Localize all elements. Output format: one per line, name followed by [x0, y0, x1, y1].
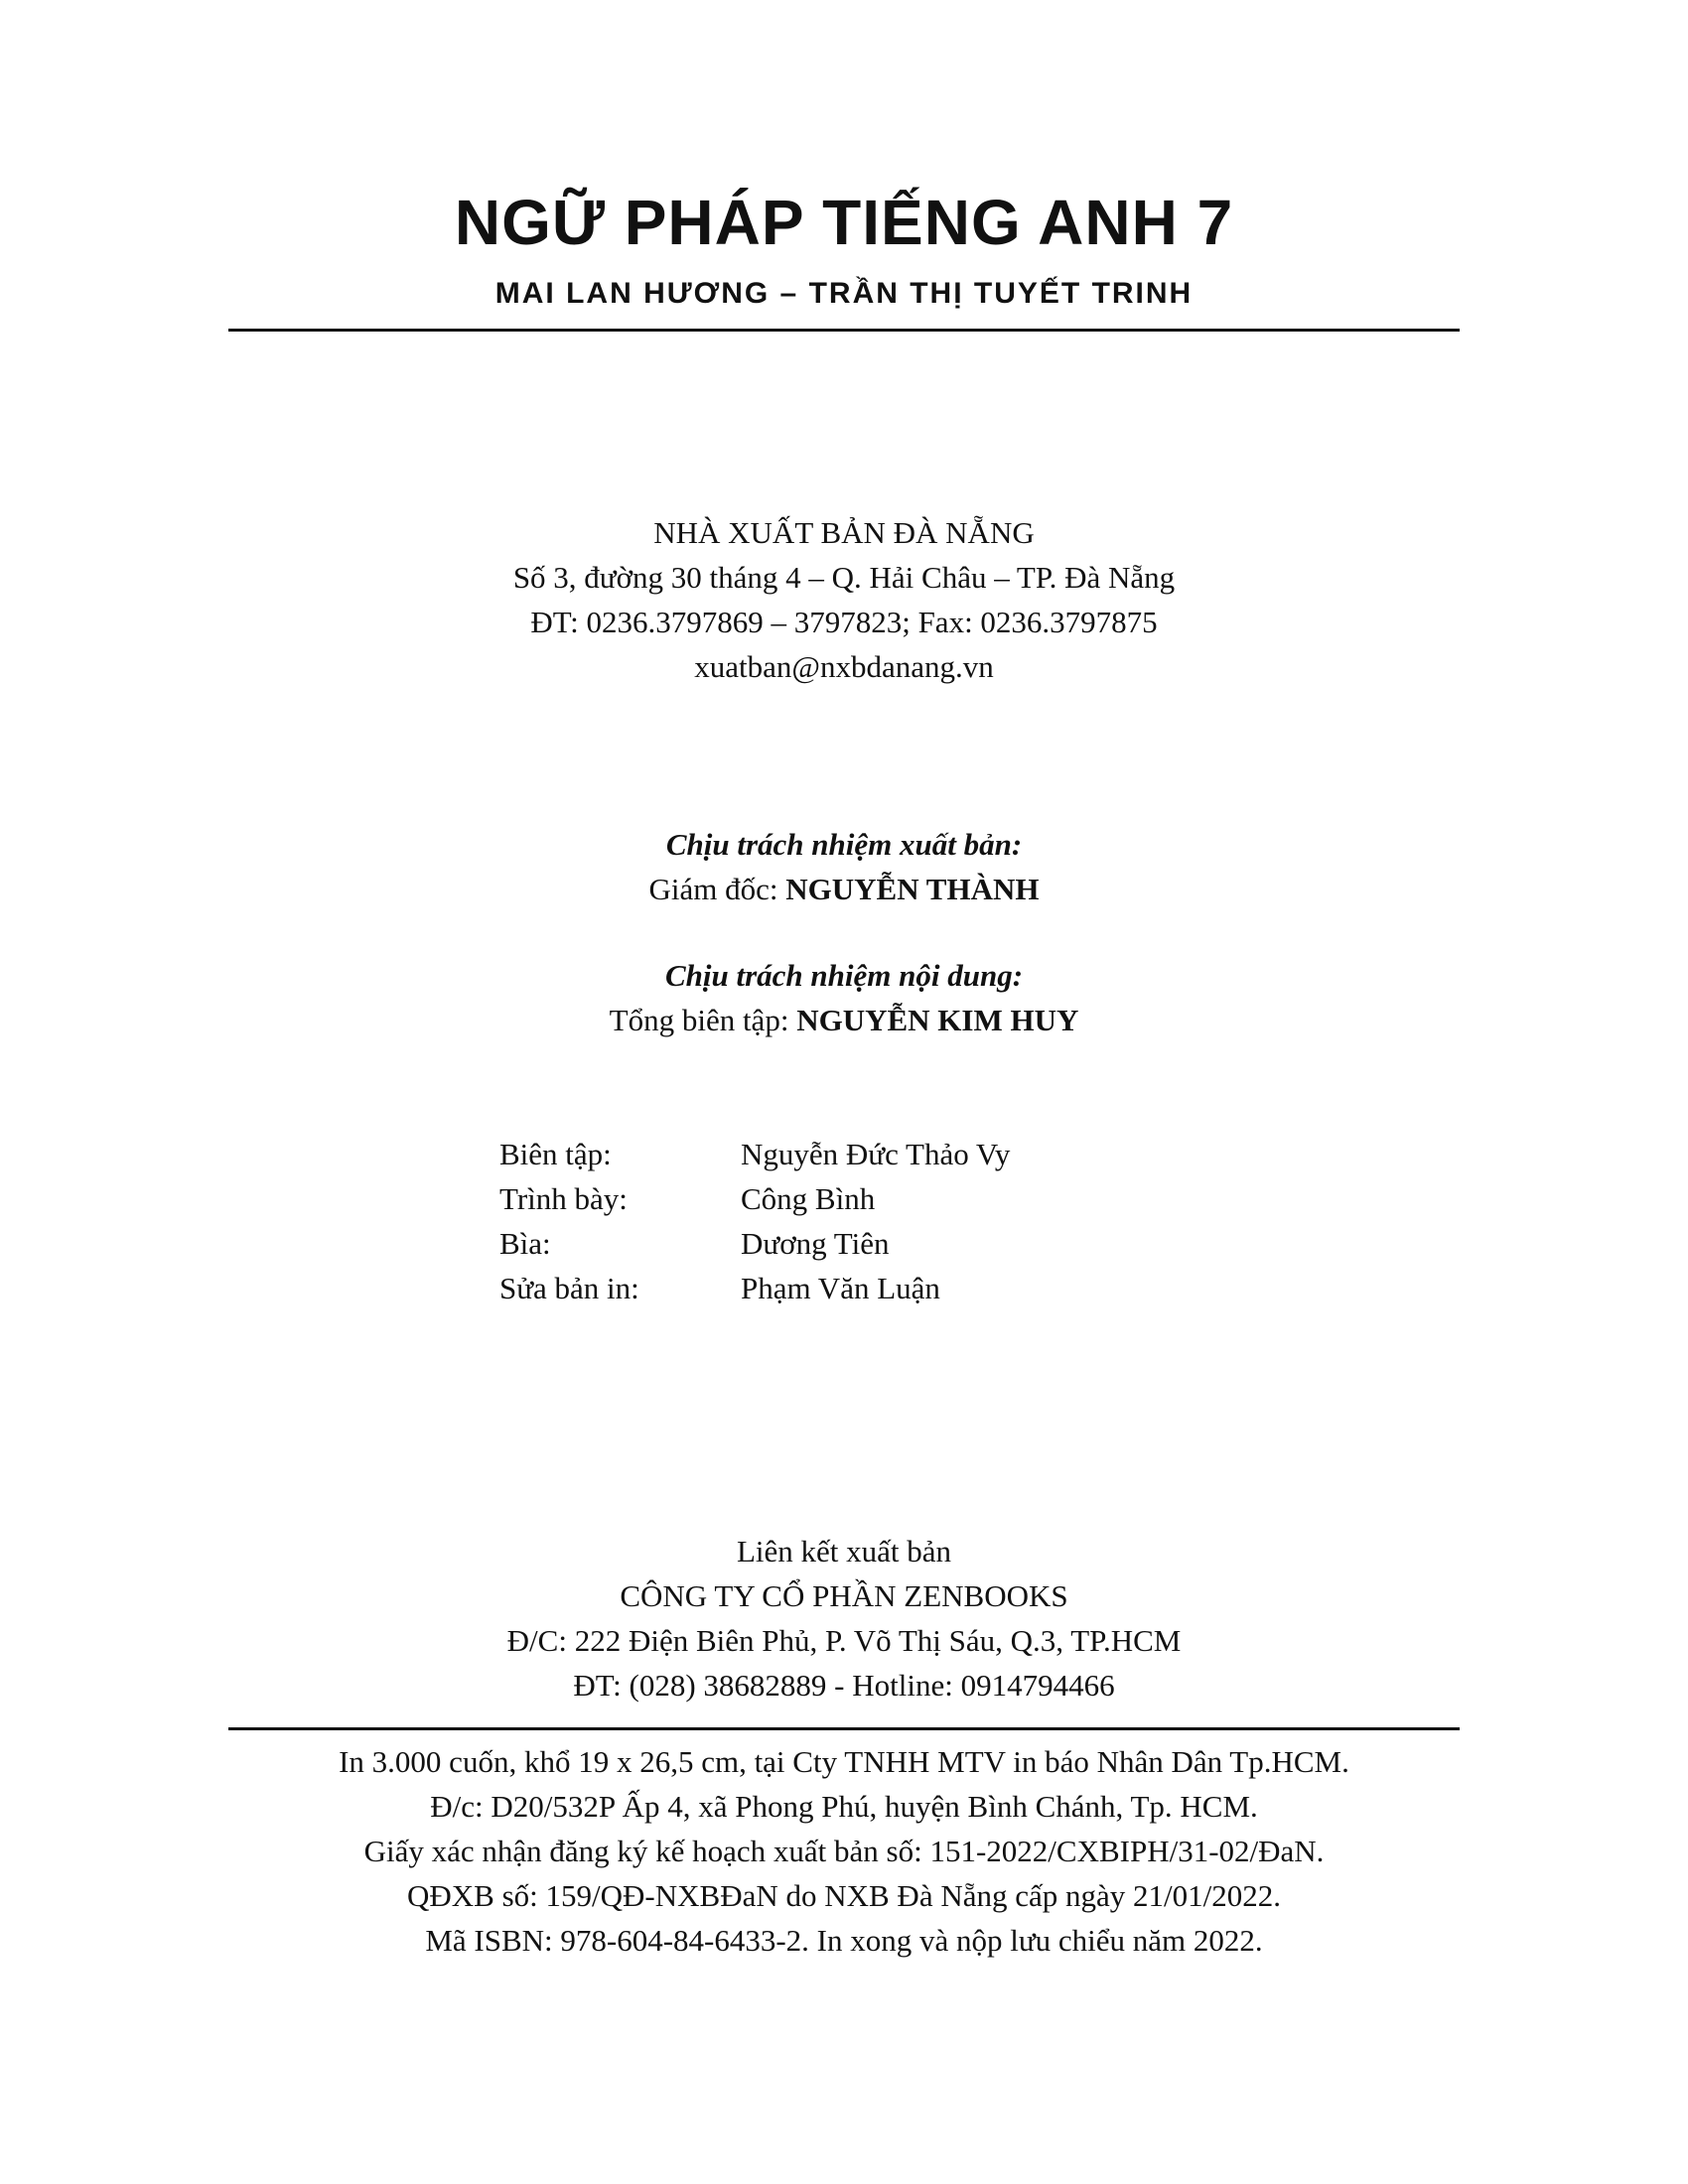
printing-info [228, 1739, 1460, 1963]
book-title: NGỮ PHÁP TIẾNG ANH 7 [454, 187, 1234, 258]
print-run-line: In 3.000 cuốn, khổ 19 x 26,5 cm, tại Cty TNHH MTV in báo Nhân Dân Tp.HCM. [339, 1744, 1349, 1779]
publishing-responsibility [228, 822, 1460, 911]
credit-name: Dương Tiên [741, 1226, 890, 1261]
credit-row [499, 1132, 1010, 1176]
content-responsibility-heading: Chịu trách nhiệm nội dung: [664, 958, 1024, 993]
book-authors: MAI LAN HƯƠNG – TRẦN THỊ TUYẾT TRINH [494, 277, 1194, 310]
director-name: NGUYỄN THÀNH [785, 872, 1040, 906]
partner-label: Liên kết xuất bản [736, 1534, 952, 1569]
credit-role: Bìa: [499, 1226, 551, 1261]
partner-company: CÔNG TY CỔ PHẦN ZENBOOKS [620, 1578, 1068, 1613]
publisher-phone: ĐT: 0236.3797869 – 3797823; Fax: 0236.3797875 [530, 605, 1158, 639]
editor-in-chief-label: Tổng biên tập: [609, 1003, 797, 1037]
publisher-name: NHÀ XUẤT BẢN ĐÀ NẴNG [653, 515, 1035, 550]
editor-in-chief-line [228, 998, 1460, 1042]
director-line [228, 867, 1460, 911]
credit-name: Công Bình [741, 1181, 876, 1216]
credit-name: Nguyễn Đức Thảo Vy [741, 1137, 1011, 1171]
partner-info [228, 1529, 1460, 1707]
credit-name: Phạm Văn Luận [741, 1271, 940, 1305]
content-responsibility [228, 953, 1460, 1042]
publishing-responsibility-heading: Chịu trách nhiệm xuất bản: [665, 827, 1023, 862]
isbn-line: Mã ISBN: 978-604-84-6433-2. In xong và nộp lưu chiểu năm 2022. [425, 1923, 1263, 1958]
registration-line: Giấy xác nhận đăng ký kế hoạch xuất bản số: 151-2022/CXBIPH/31-02/ĐaN. [363, 1834, 1325, 1868]
top-divider [228, 329, 1460, 332]
publisher-email: xuatban@nxbdanang.vn [694, 649, 994, 684]
bottom-divider [228, 1727, 1460, 1730]
credit-row [499, 1176, 1010, 1221]
credit-role: Sửa bản in: [499, 1271, 639, 1305]
publisher-info [228, 510, 1460, 689]
printer-address-line: Đ/c: D20/532P Ấp 4, xã Phong Phú, huyện Bình Chánh, Tp. HCM. [430, 1789, 1258, 1824]
publishing-decision-line: QĐXB số: 159/QĐ-NXBĐaN do NXB Đà Nẵng cấp ngày 21/01/2022. [407, 1878, 1281, 1913]
credit-role: Trình bày: [499, 1181, 628, 1216]
editor-in-chief-name: NGUYỄN KIM HUY [796, 1003, 1079, 1037]
credits-list [499, 1132, 1010, 1310]
partner-phone: ĐT: (028) 38682889 - Hotline: 0914794466 [573, 1668, 1115, 1703]
publisher-address: Số 3, đường 30 tháng 4 – Q. Hải Châu – TP. Đà Nẵng [512, 560, 1176, 595]
credit-row [499, 1266, 1010, 1310]
partner-address: Đ/C: 222 Điện Biên Phủ, P. Võ Thị Sáu, Q.3, TP.HCM [506, 1623, 1182, 1658]
director-label: Giám đốc: [648, 872, 786, 906]
credit-role: Biên tập: [499, 1137, 612, 1171]
credit-row [499, 1221, 1010, 1266]
